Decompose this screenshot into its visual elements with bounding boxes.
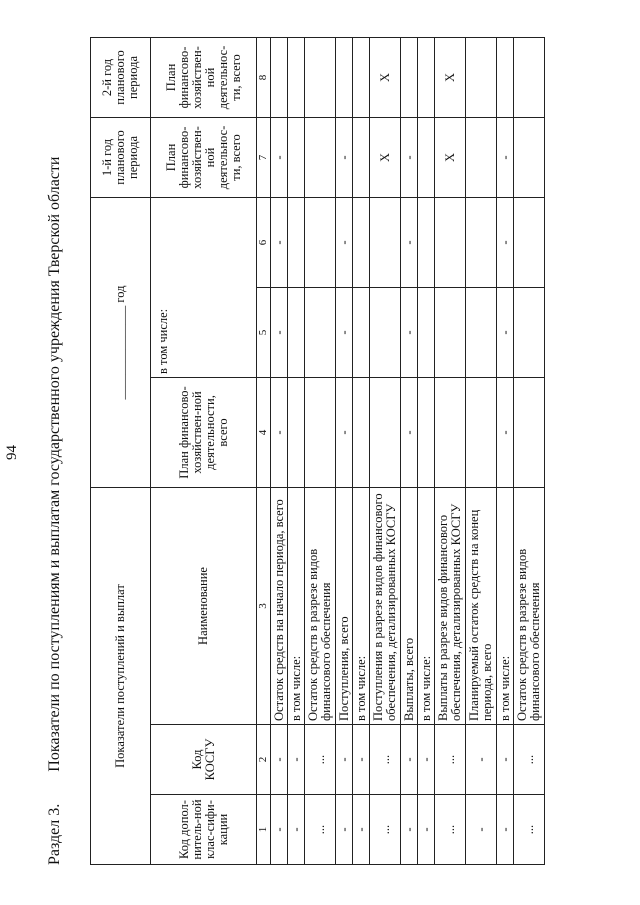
- row-name-cell: Остаток средств в разрезе видов финансового обеспечения: [514, 488, 545, 725]
- row-value-cell: X: [370, 37, 401, 117]
- row-name-cell: Остаток средств в разрезе видов финансового обеспечения: [305, 488, 336, 725]
- row-value-cell: -: [401, 288, 418, 378]
- table-row: [353, 37, 370, 864]
- row-value-cell: [353, 117, 370, 197]
- header-plan-total: План финансово-хозяйствен-ной деятельности, всего: [151, 378, 257, 488]
- header-plan-year2-top: 2-й год планового периода: [91, 37, 151, 117]
- row-name-cell: Поступления в разрезе видов финансового обеспечения, детализированных КОСГУ: [370, 488, 401, 725]
- row-value-cell: [435, 197, 466, 287]
- row-value-cell: -: [497, 288, 514, 378]
- row-value-cell: ...: [435, 795, 466, 865]
- row-value-cell: -: [271, 795, 288, 865]
- table-row: [418, 37, 435, 864]
- column-numbers-row: [257, 37, 271, 864]
- row-value-cell: -: [336, 795, 353, 865]
- table-row: [401, 37, 418, 864]
- header-including: в том числе:: [151, 197, 257, 377]
- header-plan-year1-bottom: План финансово-хозяйствен-ной деятельнос-ти, всего: [151, 117, 257, 197]
- row-value-cell: [418, 37, 435, 117]
- section-heading: [46, 157, 64, 866]
- row-value-cell: -: [271, 378, 288, 488]
- col-number: 7: [257, 117, 271, 197]
- col-number: 2: [257, 725, 271, 795]
- row-value-cell: [288, 197, 305, 287]
- row-value-cell: -: [353, 725, 370, 795]
- table-row: [288, 37, 305, 864]
- table-row: [305, 37, 336, 864]
- header-group: Показатели поступлений и выплат: [91, 488, 151, 865]
- indicators-table: [90, 37, 545, 865]
- row-value-cell: -: [466, 795, 497, 865]
- section-number: Раздел 3.: [46, 803, 63, 865]
- row-value-cell: -: [336, 197, 353, 287]
- table-row: [336, 37, 353, 864]
- table-row: [514, 37, 545, 864]
- table-row: [466, 37, 497, 864]
- row-value-cell: -: [497, 378, 514, 488]
- col-number: 1: [257, 795, 271, 865]
- row-value-cell: ...: [514, 725, 545, 795]
- row-value-cell: [497, 37, 514, 117]
- row-value-cell: -: [401, 117, 418, 197]
- row-value-cell: ...: [370, 795, 401, 865]
- row-name-cell: в том числе:: [353, 488, 370, 725]
- row-value-cell: -: [336, 288, 353, 378]
- row-value-cell: [370, 378, 401, 488]
- row-value-cell: [435, 378, 466, 488]
- col-number: 8: [257, 37, 271, 117]
- row-value-cell: [514, 288, 545, 378]
- row-value-cell: ...: [435, 725, 466, 795]
- table-row: [271, 37, 288, 864]
- row-value-cell: -: [288, 795, 305, 865]
- row-name-cell: Планируемый остаток средств на конец периода, всего: [466, 488, 497, 725]
- table-row: [370, 37, 401, 864]
- row-value-cell: [418, 378, 435, 488]
- row-value-cell: [514, 378, 545, 488]
- row-value-cell: [353, 37, 370, 117]
- header-name: Наименование: [151, 488, 257, 725]
- row-value-cell: [514, 197, 545, 287]
- row-name-cell: в том числе:: [288, 488, 305, 725]
- header-year: _______________ год: [91, 197, 151, 487]
- row-value-cell: X: [435, 117, 466, 197]
- row-value-cell: [466, 37, 497, 117]
- row-value-cell: -: [497, 725, 514, 795]
- row-value-cell: [305, 288, 336, 378]
- row-value-cell: [305, 378, 336, 488]
- col-number: 6: [257, 197, 271, 287]
- row-value-cell: -: [418, 725, 435, 795]
- row-value-cell: [353, 197, 370, 287]
- row-value-cell: [305, 117, 336, 197]
- row-value-cell: [466, 197, 497, 287]
- row-value-cell: -: [497, 117, 514, 197]
- header-plan-year2-bottom: План финансово-хозяйствен-ной деятельнос-ти, всего: [151, 37, 257, 117]
- row-value-cell: [305, 197, 336, 287]
- row-value-cell: -: [271, 197, 288, 287]
- row-value-cell: [353, 288, 370, 378]
- row-value-cell: -: [401, 795, 418, 865]
- row-name-cell: в том числе:: [497, 488, 514, 725]
- row-name-cell: Поступления, всего: [336, 488, 353, 725]
- col-number: 4: [257, 378, 271, 488]
- col-number: 5: [257, 288, 271, 378]
- row-value-cell: [271, 37, 288, 117]
- row-value-cell: [353, 378, 370, 488]
- header-code-kosgu: Код КОСГУ: [151, 725, 257, 795]
- row-value-cell: X: [370, 117, 401, 197]
- row-value-cell: ...: [305, 795, 336, 865]
- row-value-cell: -: [271, 725, 288, 795]
- row-value-cell: -: [288, 725, 305, 795]
- page-number: 94: [4, 445, 20, 460]
- row-value-cell: -: [466, 725, 497, 795]
- row-value-cell: [288, 288, 305, 378]
- row-value-cell: -: [336, 117, 353, 197]
- row-value-cell: ...: [370, 725, 401, 795]
- row-value-cell: [418, 288, 435, 378]
- col-number: 3: [257, 488, 271, 725]
- row-value-cell: [466, 117, 497, 197]
- row-value-cell: [370, 288, 401, 378]
- table-row: [435, 37, 466, 864]
- row-value-cell: [466, 378, 497, 488]
- row-name-cell: Выплаты, всего: [401, 488, 418, 725]
- row-name-cell: Выплаты в разрезе видов финансового обеспечения, детализированных КОСГУ: [435, 488, 466, 725]
- row-value-cell: [336, 37, 353, 117]
- row-name-cell: Остаток средств на начало периода, всего: [271, 488, 288, 725]
- row-value-cell: -: [271, 288, 288, 378]
- row-value-cell: -: [336, 725, 353, 795]
- row-value-cell: [370, 197, 401, 287]
- row-value-cell: -: [336, 378, 353, 488]
- row-value-cell: -: [497, 197, 514, 287]
- row-value-cell: -: [418, 795, 435, 865]
- row-value-cell: [288, 37, 305, 117]
- row-value-cell: -: [401, 378, 418, 488]
- row-name-cell: в том числе:: [418, 488, 435, 725]
- row-value-cell: X: [435, 37, 466, 117]
- row-value-cell: [466, 288, 497, 378]
- row-value-cell: [288, 117, 305, 197]
- row-value-cell: [418, 117, 435, 197]
- header-plan-year1-top: 1-й год планового периода: [91, 117, 151, 197]
- row-value-cell: [305, 37, 336, 117]
- row-value-cell: -: [401, 725, 418, 795]
- header-code-additional: Код допол-нитель-ной клас-сифи-кации: [151, 795, 257, 865]
- row-value-cell: [435, 288, 466, 378]
- row-value-cell: -: [401, 197, 418, 287]
- row-value-cell: ...: [305, 725, 336, 795]
- row-value-cell: [514, 117, 545, 197]
- row-value-cell: [288, 378, 305, 488]
- section-title: Показатели по поступлениям и выплатам государственного учреждения Тверской области: [46, 156, 63, 772]
- row-value-cell: [418, 197, 435, 287]
- row-value-cell: -: [497, 795, 514, 865]
- row-value-cell: -: [271, 117, 288, 197]
- row-value-cell: [514, 37, 545, 117]
- row-value-cell: ...: [514, 795, 545, 865]
- table-row: [497, 37, 514, 864]
- row-value-cell: [401, 37, 418, 117]
- row-value-cell: -: [353, 795, 370, 865]
